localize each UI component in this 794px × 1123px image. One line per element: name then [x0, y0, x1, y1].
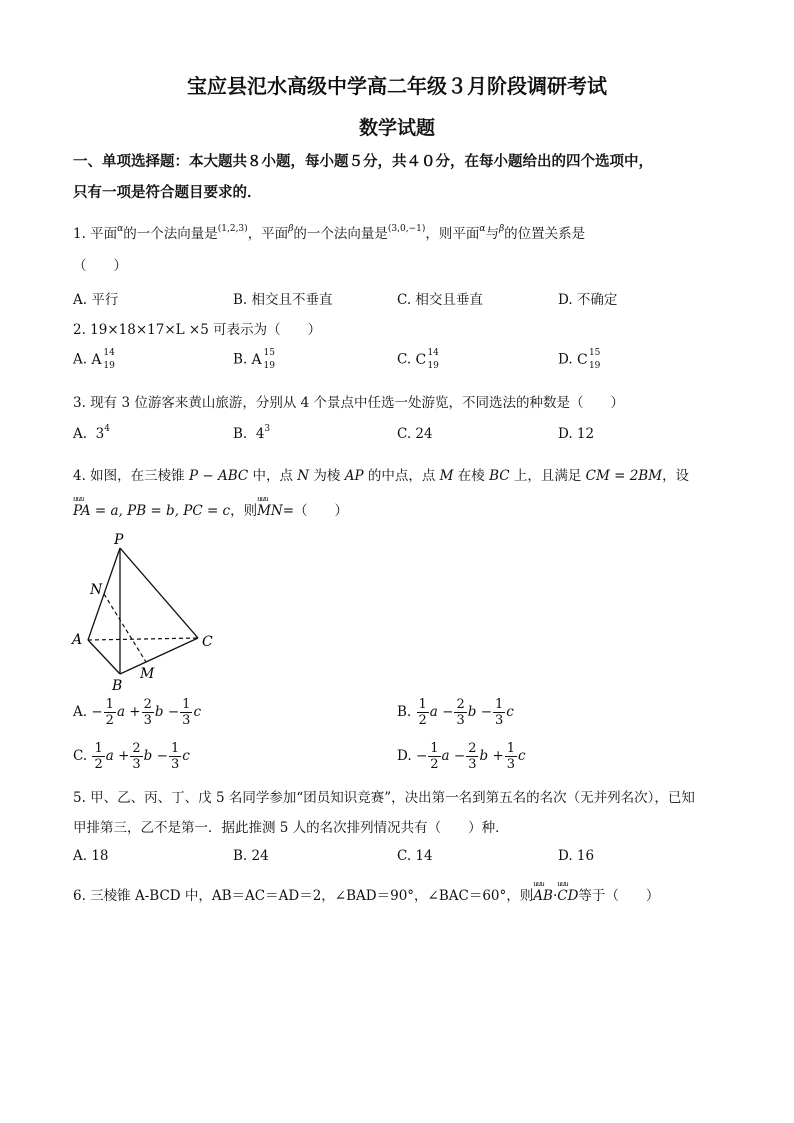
q4-option-c[interactable]: C. $\frac{1}{2}$ a + $\frac{2}{3}$ b − $\frac{1}{3}$ c — [73, 741, 190, 772]
q5-option-c[interactable]: C. 14 — [397, 848, 433, 864]
label-a: A — [72, 632, 83, 648]
label-n: N — [90, 582, 103, 598]
section-instructions-line1: 一、单项选择题：本大题共８小题，每小题５分，共４０分，在每小题给出的四个选项中， — [73, 153, 653, 170]
edge-bc — [120, 638, 198, 674]
question-4-stem-line1: 4. 如图，在三棱锥 P − ABC 中，点 N 为棱 AP 的中点，点 M 在棱 BC 上，且满足 CM = 2BM，设 — [73, 468, 690, 484]
alpha-symbol: α — [117, 224, 124, 234]
q3-option-b[interactable]: B. $4^3$ — [233, 424, 271, 442]
label-p: P — [114, 532, 124, 548]
q4-option-d[interactable]: D. − $\frac{1}{2}$ a − $\frac{2}{3}$ b + $\frac{1}{3}$ c — [397, 741, 526, 772]
q4-option-b[interactable]: B. $\frac{1}{2}$ a − $\frac{2}{3}$ b − $\frac{1}{3}$ c — [397, 697, 514, 728]
exam-subtitle: 数学试题 — [358, 117, 435, 139]
label-m: M — [140, 666, 155, 682]
q4-option-a[interactable]: A. − $\frac{1}{2}$ a + $\frac{2}{3}$ b − $\frac{1}{3}$ c — [73, 697, 201, 728]
beta-symbol: β — [288, 224, 294, 234]
edge-ac-hidden — [88, 638, 198, 640]
q5-option-b[interactable]: B. 24 — [233, 848, 269, 864]
section-instructions-line2: 只有一项是符合题目要求的． — [73, 184, 262, 201]
edge-ab — [88, 640, 120, 674]
question-4-stem-line2: uuu PA = a, PB = b, PC = c，则uuu MN=（ ） — [73, 499, 348, 519]
q1-option-a[interactable]: A. 平行 — [73, 292, 119, 308]
q3-option-d[interactable]: D. 12 — [558, 426, 595, 442]
q5-option-d[interactable]: D. 16 — [558, 848, 595, 864]
question-1-paren: （ ） — [73, 258, 127, 274]
q2-option-d[interactable]: D. C 15 19 — [558, 348, 601, 371]
label-c: C — [202, 634, 213, 650]
q2-option-a[interactable]: A. A 14 19 — [73, 348, 115, 371]
question-3-stem: 3. 现有 3 位游客来黄山旅游，分别从 4 个景点中任选一处游览，不同选法的种数是（ ） — [73, 395, 625, 411]
tetrahedron-figure — [68, 530, 228, 695]
q2-option-b[interactable]: B. A 15 19 — [233, 348, 275, 371]
q1-option-c[interactable]: C. 相交且垂直 — [397, 292, 483, 308]
label-b: B — [112, 678, 123, 694]
question-6-stem: 6. 三棱锥 A-BCD 中，AB＝AC＝AD＝2，∠BAD＝90°，∠BAC＝60°，则uuu AB·uuu CD等于（ ） — [73, 884, 659, 904]
question-5-stem-line2: 甲排第三，乙不是第一．据此推测 5 人的名次排列情况共有（ ）种． — [73, 820, 509, 836]
q2-option-c[interactable]: C. C 14 19 — [397, 348, 439, 371]
question-2-stem: 2. 19×18×17×L ×5 可表示为（ ） — [73, 322, 322, 338]
question-1-stem: 1. 平面$^\alpha$的一个法向量是$^{(1,2,3)}$，平面$^\beta$的一个法向量是$^{(3,0,-1)}$，则平面$^\alpha$与$^\beta$的位置关系是 — [73, 224, 586, 242]
q3-option-a[interactable]: A. $3^4$ — [73, 424, 110, 442]
q3-option-c[interactable]: C. 24 — [397, 426, 433, 442]
q5-option-a[interactable]: A. 18 — [73, 848, 109, 864]
segment-mn — [104, 594, 146, 662]
exam-title: 宝应县氾水高级中学高二年级３月阶段调研考试 — [187, 74, 607, 98]
q1-option-d[interactable]: D. 不确定 — [558, 292, 618, 308]
normal-vector-1: (1,2,3) — [217, 224, 248, 234]
q1-option-b[interactable]: B. 相交且不垂直 — [233, 292, 333, 308]
edge-pc — [120, 548, 198, 638]
question-5-stem-line1: 5. 甲、乙、丙、丁、戊 5 名同学参加“团员知识竞赛”，决出第一名到第五名的名次（无并列名次），已知 — [73, 790, 695, 806]
normal-vector-2: (3,0,−1) — [387, 224, 426, 234]
